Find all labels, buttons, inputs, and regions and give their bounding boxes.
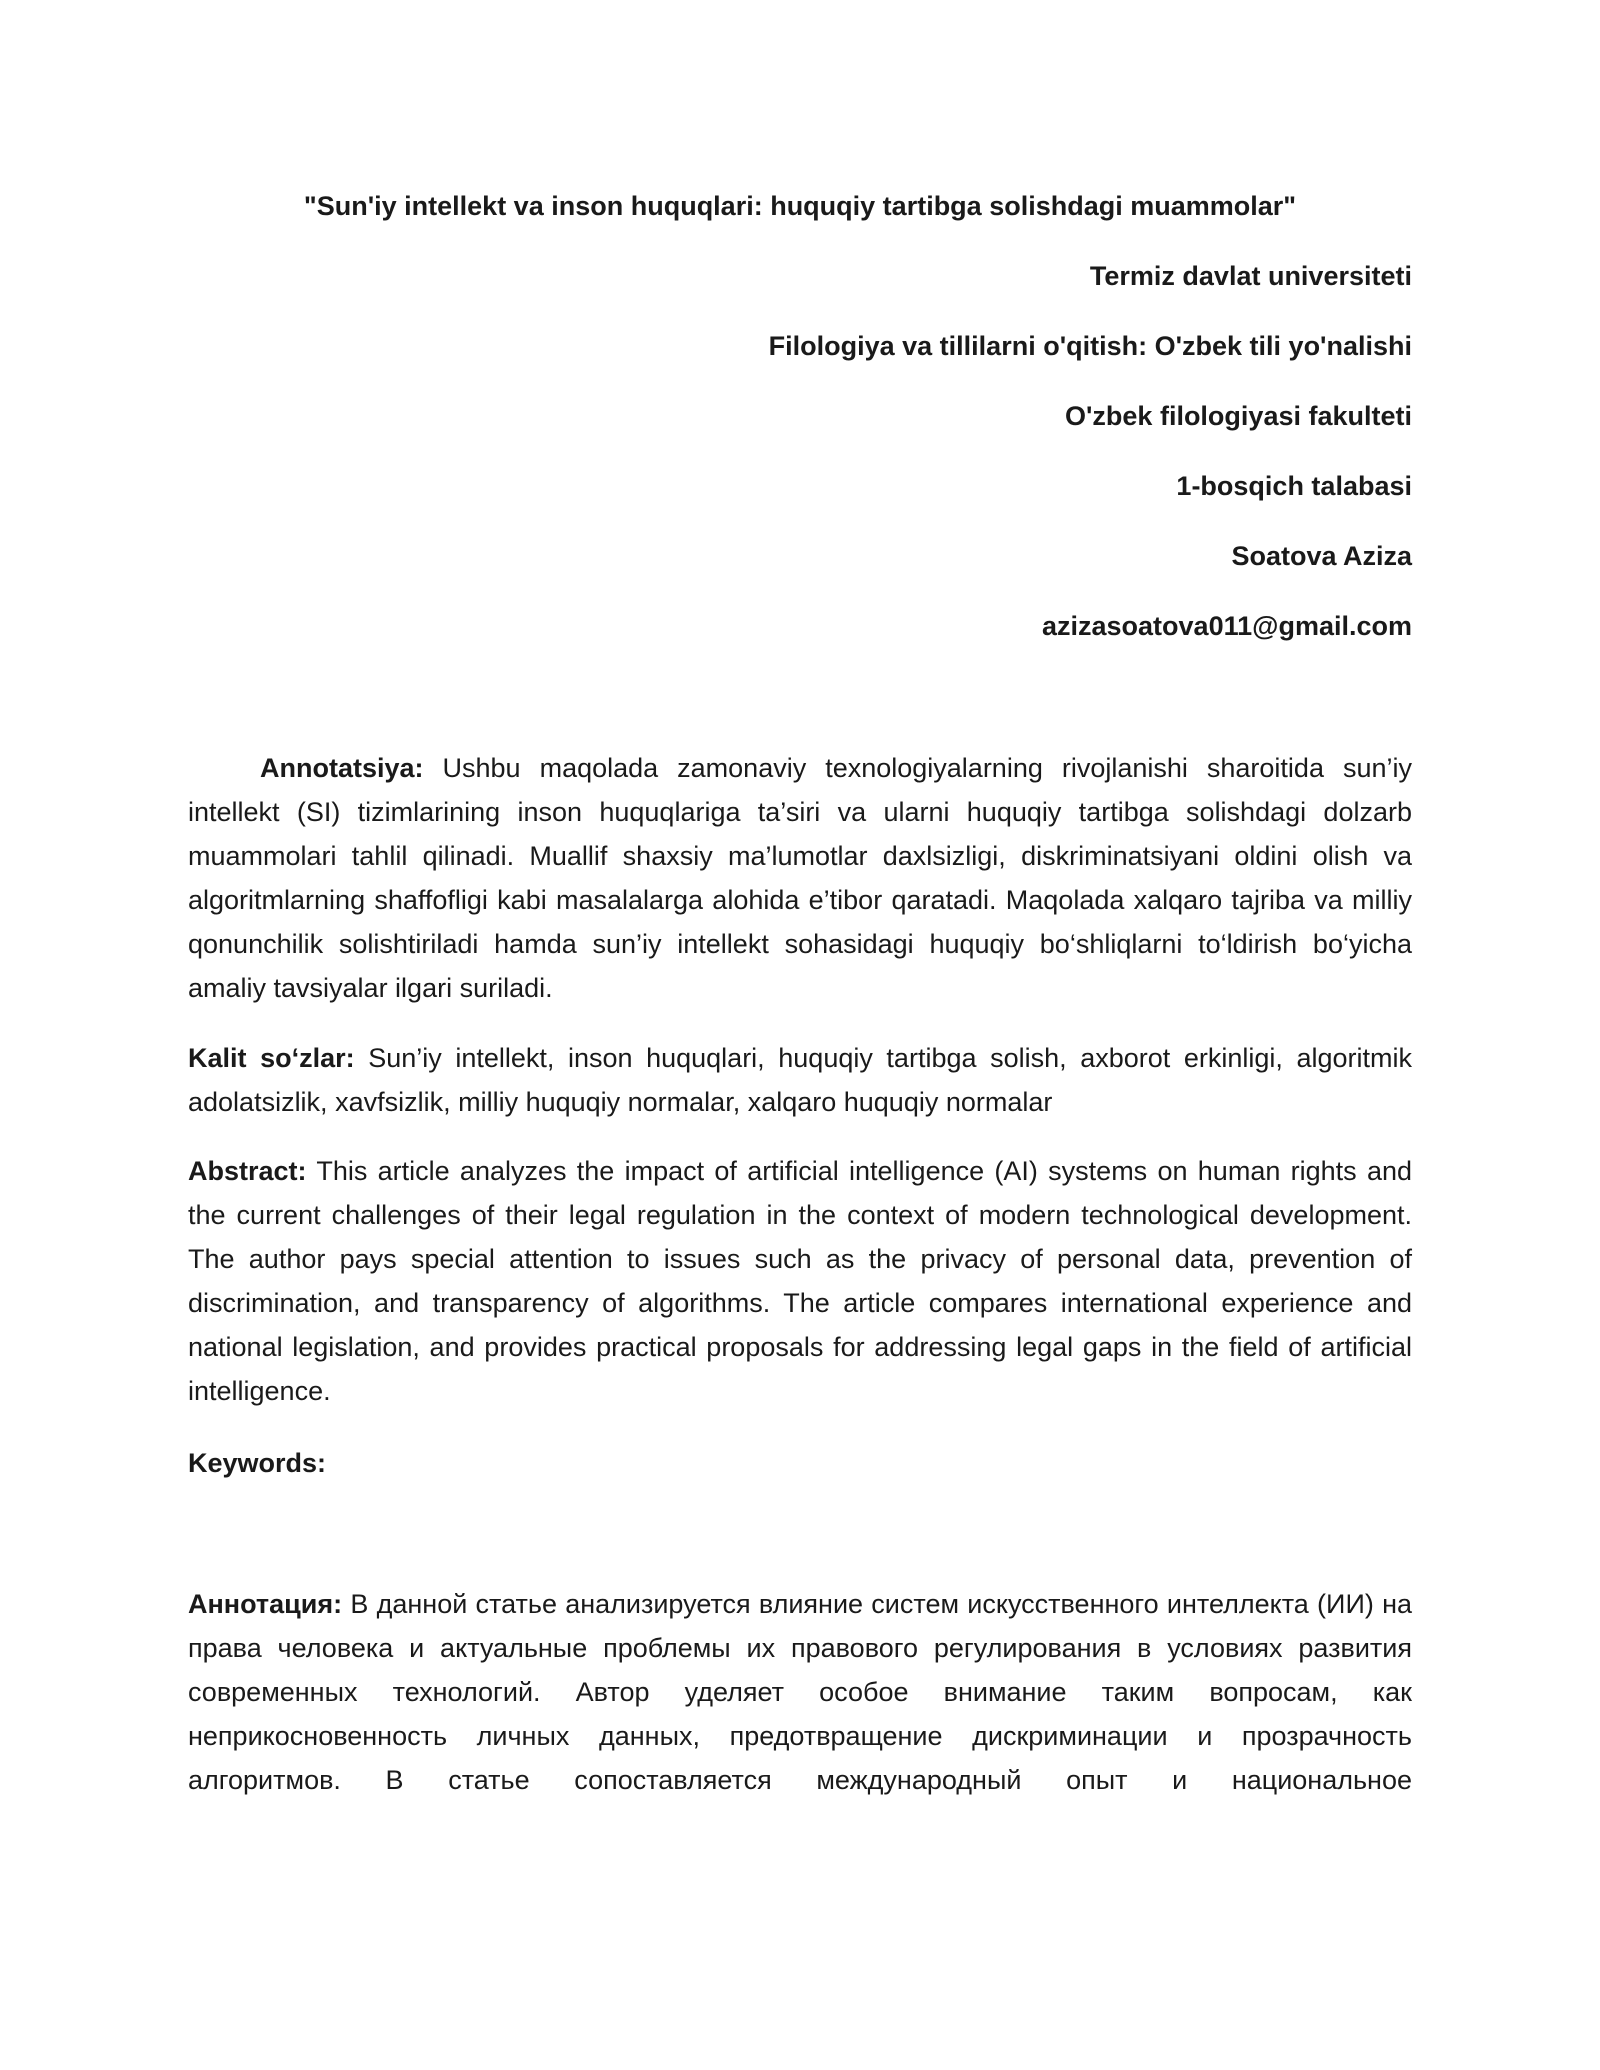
annotation-russian-text: В данной статье анализируется влияние систем искусственного интеллекта (ИИ) на права человека и актуальные проблемы их правового регулирования в условиях развития современных технологий. Автор уделяет особое внимание таким вопросам, как неприкосновенность личных данных, предотвращение дискриминации и прозрачность алгоритмов. В статье сопоставляется международный опыт и национальное xyxy=(188,1589,1412,1795)
keywords-uzbek xyxy=(188,1036,1412,1124)
affiliation-university: Termiz davlat universiteti xyxy=(1089,261,1412,291)
keywords-uzbek-text: Sun’iy intellekt, inson huquqlari, huquqiy tartibga solish, axborot erkinligi, algoritmik adolatsizlik, xavfsizlik, milliy huquqiy normalar, xalqaro huquqiy normalar xyxy=(188,1043,1412,1117)
paper-title: "Sun'iy intellekt va inson huquqlari: huquqiy tartibga solishdagi muammolar" xyxy=(303,191,1297,221)
affiliation-faculty: O'zbek filologiyasi fakulteti xyxy=(1065,401,1412,431)
annotation-uzbek xyxy=(188,746,1412,1010)
keywords-english-label: Keywords: xyxy=(188,1448,327,1478)
annotation-uzbek-label: Annotatsiya: xyxy=(260,753,424,783)
annotation-russian-label: Аннотация: xyxy=(188,1589,343,1619)
annotation-uzbek-text: Ushbu maqolada zamonaviy texnologiyalarning rivojlanishi sharoitida sun’iy intellekt (SI) tizimlarining inson huquqlariga ta’siri va ularni huquqiy tartibga solishdagi dolzarb muammolari tahlil qilinadi. Muallif shaxsiy ma’lumotlar daxlsizligi, diskriminatsiyani oldini olish va algoritmlarning shaffofligi kabi masalalarga alohida e’tibor qaratadi. Maqolada xalqaro tajriba va milliy qonunchilik solishtiriladi hamda sun’iy intellekt sohasidagi huquqiy bo‘shliqlarni to‘ldirish bo‘yicha amaliy tavsiyalar ilgari suriladi. xyxy=(188,753,1412,1003)
author-email: azizasoatova011@gmail.com xyxy=(1042,611,1412,641)
keywords-uzbek-label: Kalit so‘zlar: xyxy=(188,1043,355,1073)
abstract-english xyxy=(188,1149,1412,1413)
abstract-english-label: Abstract: xyxy=(188,1156,307,1186)
keywords-english xyxy=(188,1441,1412,1485)
affiliation-course: 1-bosqich talabasi xyxy=(1176,471,1412,501)
annotation-russian xyxy=(188,1582,1412,1802)
author-name: Soatova Aziza xyxy=(1231,541,1412,571)
abstract-english-text: This article analyzes the impact of artificial intelligence (AI) systems on human rights and the current challenges of their legal regulation in the context of modern technological development. The author pays special attention to issues such as the privacy of personal data, prevention of discrimination, and transparency of algorithms. The article compares international experience and national legislation, and provides practical proposals for addressing legal gaps in the field of artificial intelligence. xyxy=(188,1156,1412,1406)
affiliation-program: Filologiya va tillilarni o'qitish: O'zbek tili yo'nalishi xyxy=(768,331,1412,361)
